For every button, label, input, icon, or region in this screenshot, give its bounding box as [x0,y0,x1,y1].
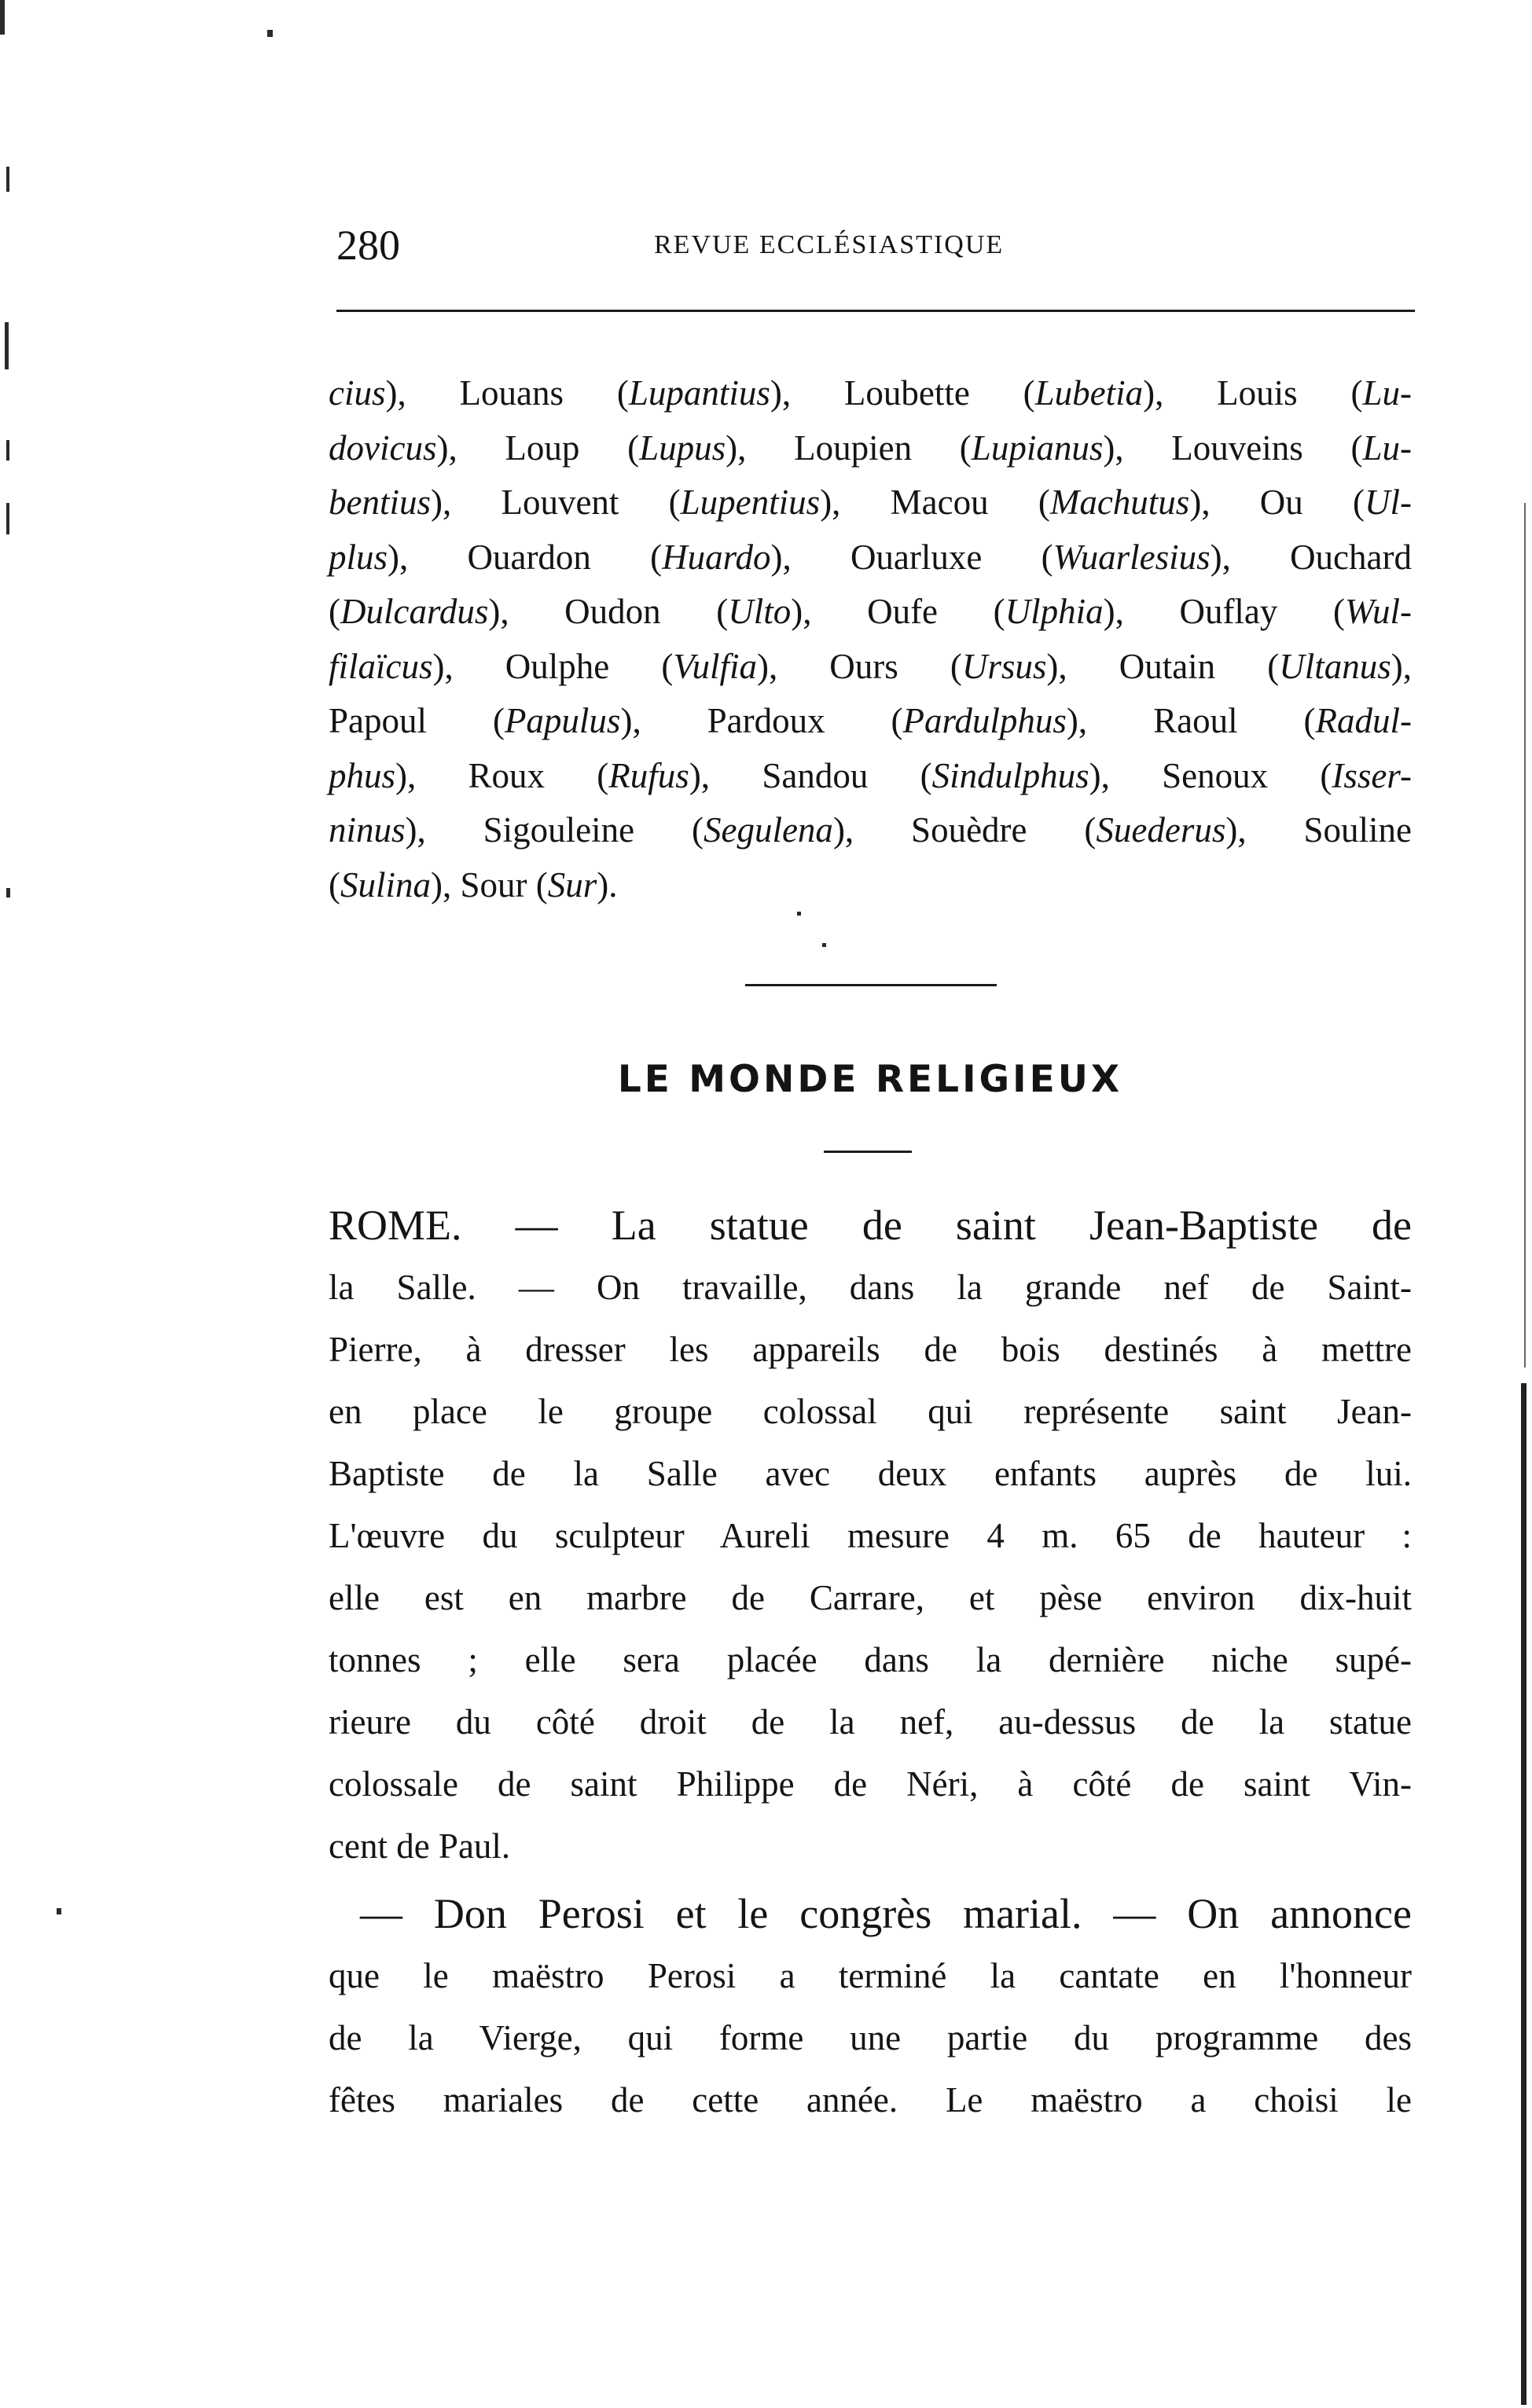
place-name-list [329,366,1412,912]
french-name: ), Sandou ( [689,755,932,795]
french-name: ), Outain ( [1046,646,1280,686]
french-name: ), Sour ( [431,864,548,905]
separator-rule [745,984,997,986]
latin-name: Lubetia [1034,373,1144,413]
scan-edge-mark [5,322,9,369]
scan-edge-mark [6,167,9,192]
article-line: de la Vierge, qui forme une partie du programme des [329,2018,1412,2057]
latin-name: Pardulphus [902,701,1067,740]
latin-name: Rufus [608,755,689,795]
latin-name: Ul- [1365,483,1413,522]
latin-name: filaïcus [329,646,433,686]
french-name: ), Pardoux ( [620,701,903,740]
french-name: ), Ouardon ( [388,537,663,577]
latin-name: Isser- [1332,755,1412,795]
running-title: REVUE ECCLÉSIASTIQUE [654,230,1005,259]
french-name: ), Loup ( [436,428,640,468]
french-name: ), Ouarluxe ( [770,537,1053,577]
latin-name: phus [329,755,396,795]
french-name: ), Oudon ( [488,592,729,631]
french-name: ), Raoul ( [1066,701,1316,740]
page-number: 280 [336,222,400,269]
french-name: ), Ouflay ( [1103,592,1345,631]
latin-name: Lupentius [680,483,821,522]
french-name: ( [329,864,340,905]
french-name: ), Louvent ( [431,483,681,522]
article-heading-line: ROME. — La statue de saint Jean-Baptiste de [329,1202,1412,1249]
scan-edge-mark [6,888,10,897]
title-rule [824,1151,912,1153]
french-name: ), Ours ( [757,646,962,686]
scan-speck [57,1908,61,1914]
latin-name: Sur [547,864,597,905]
french-name: ), Roux ( [395,755,609,795]
latin-name: plus [329,537,388,577]
latin-name: Ulphia [1005,592,1104,631]
article-perosi [329,1883,1412,2131]
name-list-line [329,585,1412,640]
name-list-line [329,475,1412,530]
article-line: fêtes mariales de cette année. Le maëstro a choisi le [329,2080,1412,2120]
french-name: ), Loubette ( [770,373,1035,413]
scan-speck [797,912,801,916]
french-name: ( [329,592,340,631]
latin-name: Radul- [1315,701,1412,740]
latin-name: bentius [329,483,431,522]
latin-name: Sulina [340,864,432,905]
french-name: ), Loupien ( [726,428,972,468]
header-rule [336,310,1415,312]
article-line: que le maëstro Perosi a terminé la cantate en l'honneur [329,1956,1412,1995]
french-name: ), Louis ( [1143,373,1363,413]
latin-name: Ultanus [1279,646,1391,686]
french-name: ), Souèdre ( [832,810,1097,850]
scan-edge-mark [6,440,9,461]
name-list-line [329,530,1412,585]
french-name: ), Macou ( [820,483,1050,522]
latin-name: Lu- [1362,373,1412,413]
latin-name: cius [329,373,386,413]
article-line: colossale de saint Philippe de Néri, à côté de saint Vin- [329,1764,1412,1804]
article-line: cent de Paul. [329,1826,511,1866]
french-name: ), Oufe ( [791,592,1005,631]
latin-name: ninus [329,810,406,850]
name-list-line [329,694,1412,749]
scan-edge-rule [1524,503,1526,1367]
latin-name: Lupianus [971,428,1104,468]
name-list-line [329,803,1412,858]
article-line: tonnes ; elle sera placée dans la dernière niche supé- [329,1640,1412,1679]
latin-name: Vulfia [673,646,757,686]
latin-name: dovicus [329,428,437,468]
article-line: Pierre, à dresser les appareils de bois destinés à mettre [329,1330,1412,1369]
latin-name: Lu- [1362,428,1412,468]
scan-edge-mark [6,503,9,534]
french-name: ), [1391,646,1413,686]
name-list-line [329,421,1412,476]
scan-speck [267,30,273,37]
latin-name: Suederus [1096,810,1226,850]
name-list-line [329,858,1412,913]
latin-name: Papulus [504,701,621,740]
latin-name: Dulcardus [340,592,489,631]
latin-name: Segulena [703,810,833,850]
article-line: L'œuvre du sculpteur Aureli mesure 4 m. 65 de hauteur : [329,1516,1412,1555]
latin-name: Sindulphus [931,755,1089,795]
french-name: ), Louans ( [385,373,629,413]
name-list-line [329,749,1412,804]
article-line: elle est en marbre de Carrare, et pèse environ dix-huit [329,1578,1412,1617]
article-line: la Salle. — On travaille, dans la grande nef de Saint- [329,1268,1412,1307]
latin-name: Lupantius [628,373,770,413]
french-name: ), Louveins ( [1103,428,1363,468]
article-heading-line: — Don Perosi et le congrès marial. — On annonce [360,1890,1412,1937]
latin-name: Lupus [639,428,726,468]
latin-name: Wul- [1345,592,1412,631]
latin-name: Wuarlesius [1053,537,1211,577]
french-name: ), Senoux ( [1089,755,1332,795]
latin-name: Ursus [961,646,1047,686]
article-line: Baptiste de la Salle avec deux enfants auprès de lui. [329,1454,1412,1493]
french-name: ), Ou ( [1189,483,1365,522]
french-name: ), Souline [1225,810,1412,850]
french-name: Papoul ( [329,701,505,740]
name-list-line [329,640,1412,695]
french-name: ), Sigouleine ( [405,810,704,850]
scan-speck [822,943,826,947]
french-name: ), Ouchard [1210,537,1412,577]
latin-name: Huardo [662,537,771,577]
scan-edge-rule [1521,1383,1526,2405]
article-rome [329,1195,1412,1878]
latin-name: Machutus [1049,483,1190,522]
scan-edge-mark [0,0,5,35]
article-line: en place le groupe colossal qui représente saint Jean- [329,1392,1412,1431]
name-list-line [329,366,1412,421]
latin-name: Ulto [728,592,792,631]
article-line: rieure du côté droit de la nef, au-dessus de la statue [329,1702,1412,1742]
section-title: LE MONDE RELIGIEUX [617,1058,1123,1101]
french-name: ). [597,864,618,905]
french-name: ), Oulphe ( [432,646,674,686]
